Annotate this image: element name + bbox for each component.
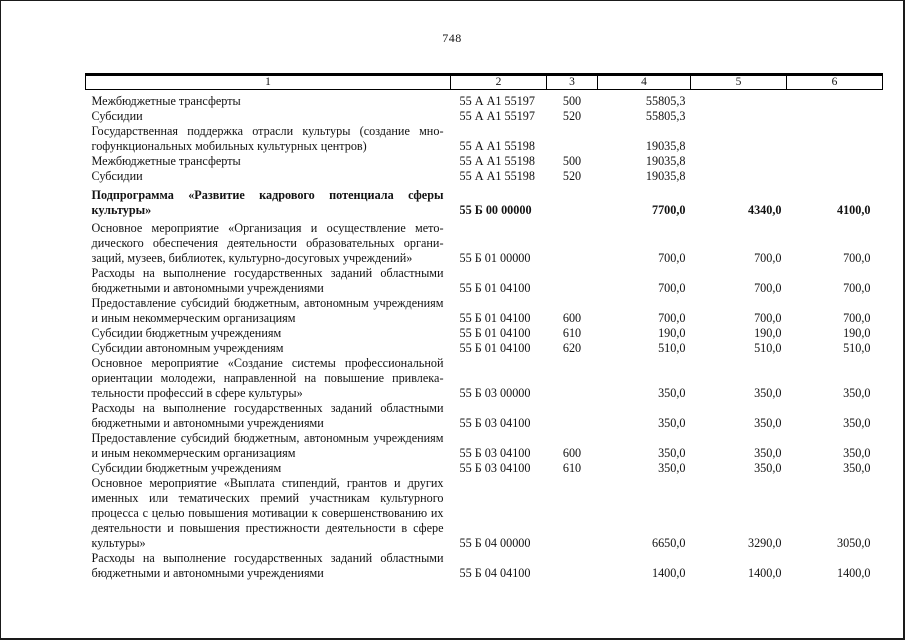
expense-type-code — [547, 221, 598, 266]
budget-code: 55 А А1 55197 — [459, 109, 535, 123]
expense-name: Основное мероприятие «Создание системы профессиональной ориентации молодежи, направленной на повышение привлекательности профессий в сфере культуры» — [91, 356, 444, 400]
amount-year3: 350,0 — [843, 416, 871, 430]
budget-code: 55 А А1 55197 — [459, 94, 535, 108]
amount-year1: 190,0 — [658, 326, 686, 340]
amount-year3: 350,0 — [843, 446, 871, 460]
amount-year2 — [691, 154, 787, 169]
budget-code: 55 Б 04 00000 — [459, 536, 531, 550]
amount-year3: 1400,0 — [836, 566, 871, 580]
table-row — [86, 326, 883, 341]
expense-type-code: 520 — [562, 109, 582, 123]
table-header — [86, 75, 883, 90]
budget-code: 55 Б 03 00000 — [459, 386, 531, 400]
budget-code: 55 А А1 55198 — [459, 154, 535, 168]
table-body — [86, 90, 883, 582]
amount-year3 — [787, 154, 883, 169]
amount-year2: 1400,0 — [747, 566, 782, 580]
budget-code: 55 А А1 55198 — [459, 169, 535, 183]
expense-type-code: 610 — [562, 326, 582, 340]
expense-name: Субсидии — [91, 169, 143, 183]
budget-code: 55 Б 03 04100 — [459, 446, 531, 460]
expense-type-code — [547, 266, 598, 296]
amount-year2: 700,0 — [754, 251, 782, 265]
amount-year2: 190,0 — [754, 326, 782, 340]
amount-year2: 3290,0 — [747, 536, 782, 550]
budget-table — [85, 73, 883, 581]
expense-name: Расходы на выполнение государственных заданий областными бюджетными и автономными учреждениями — [91, 551, 444, 580]
budget-code: 55 Б 01 04100 — [459, 281, 531, 295]
budget-code: 55 Б 03 04100 — [459, 416, 531, 430]
expense-type-code — [547, 476, 598, 551]
amount-year3: 350,0 — [843, 461, 871, 475]
expense-name: Межбюджетные трансферты — [91, 154, 241, 168]
expense-type-code — [547, 124, 598, 154]
table-row — [86, 184, 883, 221]
amount-year1: 350,0 — [658, 461, 686, 475]
expense-name: Субсидии автономным учреждениям — [91, 341, 284, 355]
table-row — [86, 431, 883, 461]
expense-type-code: 500 — [562, 154, 582, 168]
table-row — [86, 551, 883, 581]
budget-code: 55 Б 01 00000 — [459, 251, 531, 265]
expense-name: Субсидии — [91, 109, 143, 123]
amount-year1: 350,0 — [658, 446, 686, 460]
amount-year1: 7700,0 — [651, 203, 686, 217]
amount-year2: 700,0 — [754, 281, 782, 295]
page-number: 748 — [442, 31, 462, 45]
amount-year2: 350,0 — [754, 416, 782, 430]
table-row — [86, 169, 883, 184]
amount-year3: 4100,0 — [836, 203, 871, 217]
column-header-2: 2 — [451, 75, 547, 90]
expense-type-code — [547, 401, 598, 431]
amount-year3: 700,0 — [843, 311, 871, 325]
amount-year1: 19035,8 — [645, 154, 686, 168]
budget-code: 55 Б 03 04100 — [459, 461, 531, 475]
amount-year2: 4340,0 — [747, 203, 782, 217]
column-header-3: 3 — [547, 75, 598, 90]
expense-name: Государственная поддержка отрасли культуры (создание многофункциональных мобильных культурных центров) — [91, 124, 444, 153]
amount-year1: 55805,3 — [645, 94, 686, 108]
table-row — [86, 154, 883, 169]
expense-name: Субсидии бюджетным учреждениям — [91, 461, 282, 475]
expense-type-code — [547, 356, 598, 401]
amount-year3: 510,0 — [843, 341, 871, 355]
budget-code: 55 А А1 55198 — [459, 139, 535, 153]
amount-year3: 700,0 — [843, 281, 871, 295]
budget-code: 55 Б 00 00000 — [459, 203, 532, 217]
amount-year3: 3050,0 — [836, 536, 871, 550]
expense-name: Основное мероприятие «Организация и осуществление методического обеспечения деятельности образовательных организаций, музеев, библиотек, культурно-досуговых учреждений» — [91, 221, 444, 265]
expense-name: Субсидии бюджетным учреждениям — [91, 326, 282, 340]
amount-year2: 700,0 — [754, 311, 782, 325]
budget-code: 55 Б 01 04100 — [459, 341, 531, 355]
amount-year2 — [691, 169, 787, 184]
amount-year3 — [787, 169, 883, 184]
column-header-1: 1 — [86, 75, 451, 90]
expense-type-code: 500 — [562, 94, 582, 108]
table-row — [86, 401, 883, 431]
expense-name: Предоставление субсидий бюджетным, автономным учреждениям и иным некоммерческим организациям — [91, 431, 444, 460]
amount-year2 — [691, 109, 787, 124]
amount-year3 — [787, 124, 883, 154]
expense-type-code: 620 — [562, 341, 582, 355]
amount-year1: 700,0 — [658, 311, 686, 325]
amount-year2: 350,0 — [754, 446, 782, 460]
amount-year1: 6650,0 — [651, 536, 686, 550]
expense-name: Расходы на выполнение государственных заданий областными бюджетными и автономными учреждениями — [91, 266, 444, 295]
table-row — [86, 221, 883, 266]
column-header-4: 4 — [598, 75, 691, 90]
amount-year2: 510,0 — [754, 341, 782, 355]
amount-year2 — [691, 124, 787, 154]
amount-year3: 350,0 — [843, 386, 871, 400]
budget-code: 55 Б 01 04100 — [459, 311, 531, 325]
expense-name: Предоставление субсидий бюджетным, автономным учреждениям и иным некоммерческим организациям — [91, 296, 444, 325]
expense-name: Расходы на выполнение государственных заданий областными бюджетными и автономными учреждениями — [91, 401, 444, 430]
amount-year3 — [787, 90, 883, 110]
expense-type-code: 600 — [562, 311, 582, 325]
amount-year1: 510,0 — [658, 341, 686, 355]
amount-year1: 700,0 — [658, 251, 686, 265]
table-row — [86, 109, 883, 124]
amount-year2: 350,0 — [754, 386, 782, 400]
amount-year3 — [787, 109, 883, 124]
amount-year1: 350,0 — [658, 386, 686, 400]
amount-year1: 19035,8 — [645, 169, 686, 183]
budget-code: 55 Б 01 04100 — [459, 326, 531, 340]
expense-name: Основное мероприятие «Выплата стипендий, грантов и других именных или тематических премий участникам культурного процесса с целью повышения мотивации к совершенствованию их деятельности и повышения престижности деятельности в сфере культуры» — [91, 476, 444, 550]
column-header-6: 6 — [787, 75, 883, 90]
table-row — [86, 90, 883, 110]
amount-year2: 350,0 — [754, 461, 782, 475]
table-row — [86, 476, 883, 551]
amount-year1: 350,0 — [658, 416, 686, 430]
expense-name: Межбюджетные трансферты — [91, 94, 241, 108]
amount-year3: 700,0 — [843, 251, 871, 265]
amount-year1: 55805,3 — [645, 109, 686, 123]
amount-year2 — [691, 90, 787, 110]
amount-year1: 700,0 — [658, 281, 686, 295]
expense-type-code — [547, 184, 598, 221]
table-row — [86, 341, 883, 356]
expense-type-code: 610 — [562, 461, 582, 475]
expense-type-code: 600 — [562, 446, 582, 460]
table-row — [86, 296, 883, 326]
column-header-5: 5 — [691, 75, 787, 90]
budget-code: 55 Б 04 04100 — [459, 566, 531, 580]
expense-name: Подпрограмма «Развитие кадрового потенциала сферы культуры» — [91, 188, 444, 217]
table-row — [86, 266, 883, 296]
amount-year3: 190,0 — [843, 326, 871, 340]
expense-type-code: 520 — [562, 169, 582, 183]
amount-year1: 19035,8 — [645, 139, 686, 153]
column-number-row — [86, 75, 883, 90]
table-row — [86, 461, 883, 476]
amount-year1: 1400,0 — [651, 566, 686, 580]
table-row — [86, 124, 883, 154]
table-row — [86, 356, 883, 401]
expense-type-code — [547, 551, 598, 581]
